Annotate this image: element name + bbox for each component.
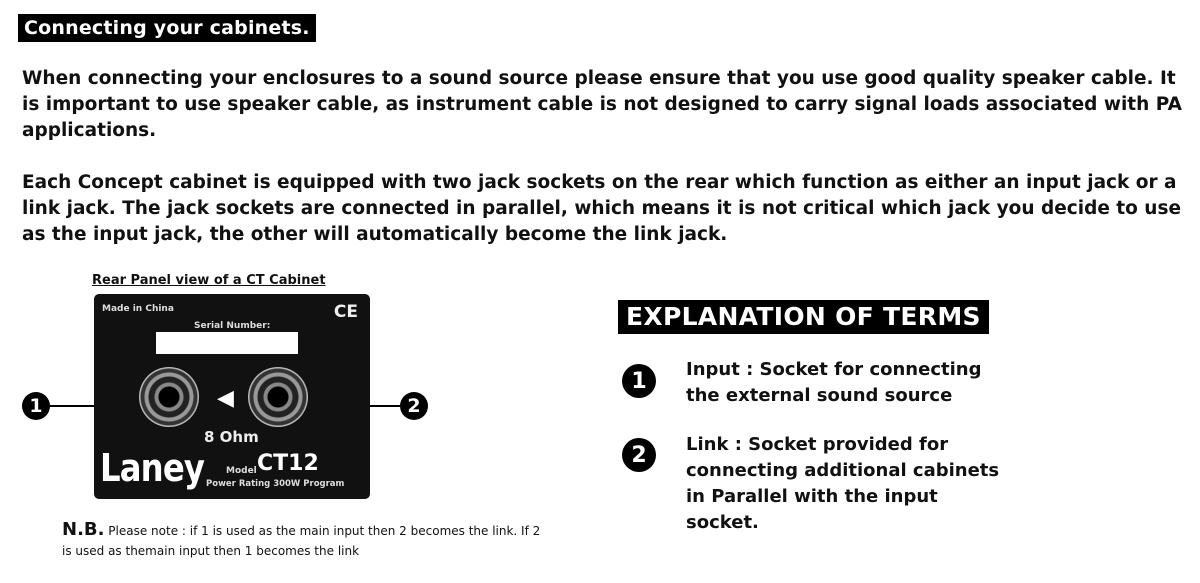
term-number-2: 2 [622, 438, 656, 472]
term-input-text: Input : Socket for connecting the external sound source [686, 359, 982, 406]
link-jack-socket [248, 367, 308, 427]
input-jack-socket [139, 367, 199, 427]
term-link-text: Link : Socket provided for connecting additional cabinets in Parallel with the input socket. [686, 434, 1000, 533]
note-block [62, 520, 542, 561]
model-value: CT12 [257, 451, 319, 476]
power-rating-label: Power Rating 300W Program [206, 479, 345, 489]
terms-heading: EXPLANATION OF TERMS [618, 300, 989, 334]
intro-paragraph: When connecting your enclosures to a sound source please ensure that you use good quality speaker cable. It is important to use speaker cable, as instrument cable is not designed to carry signal loads associated with PA applications. [22, 68, 1182, 141]
callout-number-2: 2 [400, 392, 428, 420]
term-number-1: 1 [622, 364, 656, 398]
speaker-icon: ◀ [217, 386, 234, 411]
note-text: Please note : if 1 is used as the main input then 2 becomes the link. If 2 is used as themain input then 1 becomes the link [62, 524, 541, 558]
panel-caption: Rear Panel view of a CT Cabinet [92, 273, 326, 288]
ce-mark: CE [333, 302, 358, 322]
callout-line-2 [370, 405, 400, 407]
callout-line-1 [50, 405, 94, 407]
rear-panel-illustration [94, 294, 370, 499]
serial-number-label: Serial Number: [194, 321, 271, 331]
callout-number-1: 1 [22, 392, 50, 420]
note-label: N.B. [62, 519, 105, 540]
model-label: Model [226, 466, 257, 476]
serial-number-box [156, 332, 298, 354]
brand-logo: Laney [100, 446, 205, 490]
made-in-label: Made in China [102, 304, 174, 314]
jack-paragraph: Each Concept cabinet is equipped with two jack sockets on the rear which function as either an input jack or a link jack. The jack sockets are connected in parallel, which means it is not critical which jack you decide to use as the input jack, the other will automatically become the link jack. [22, 172, 1182, 245]
impedance-label: 8 Ohm [204, 428, 259, 446]
section-heading: Connecting your cabinets. [18, 14, 316, 42]
